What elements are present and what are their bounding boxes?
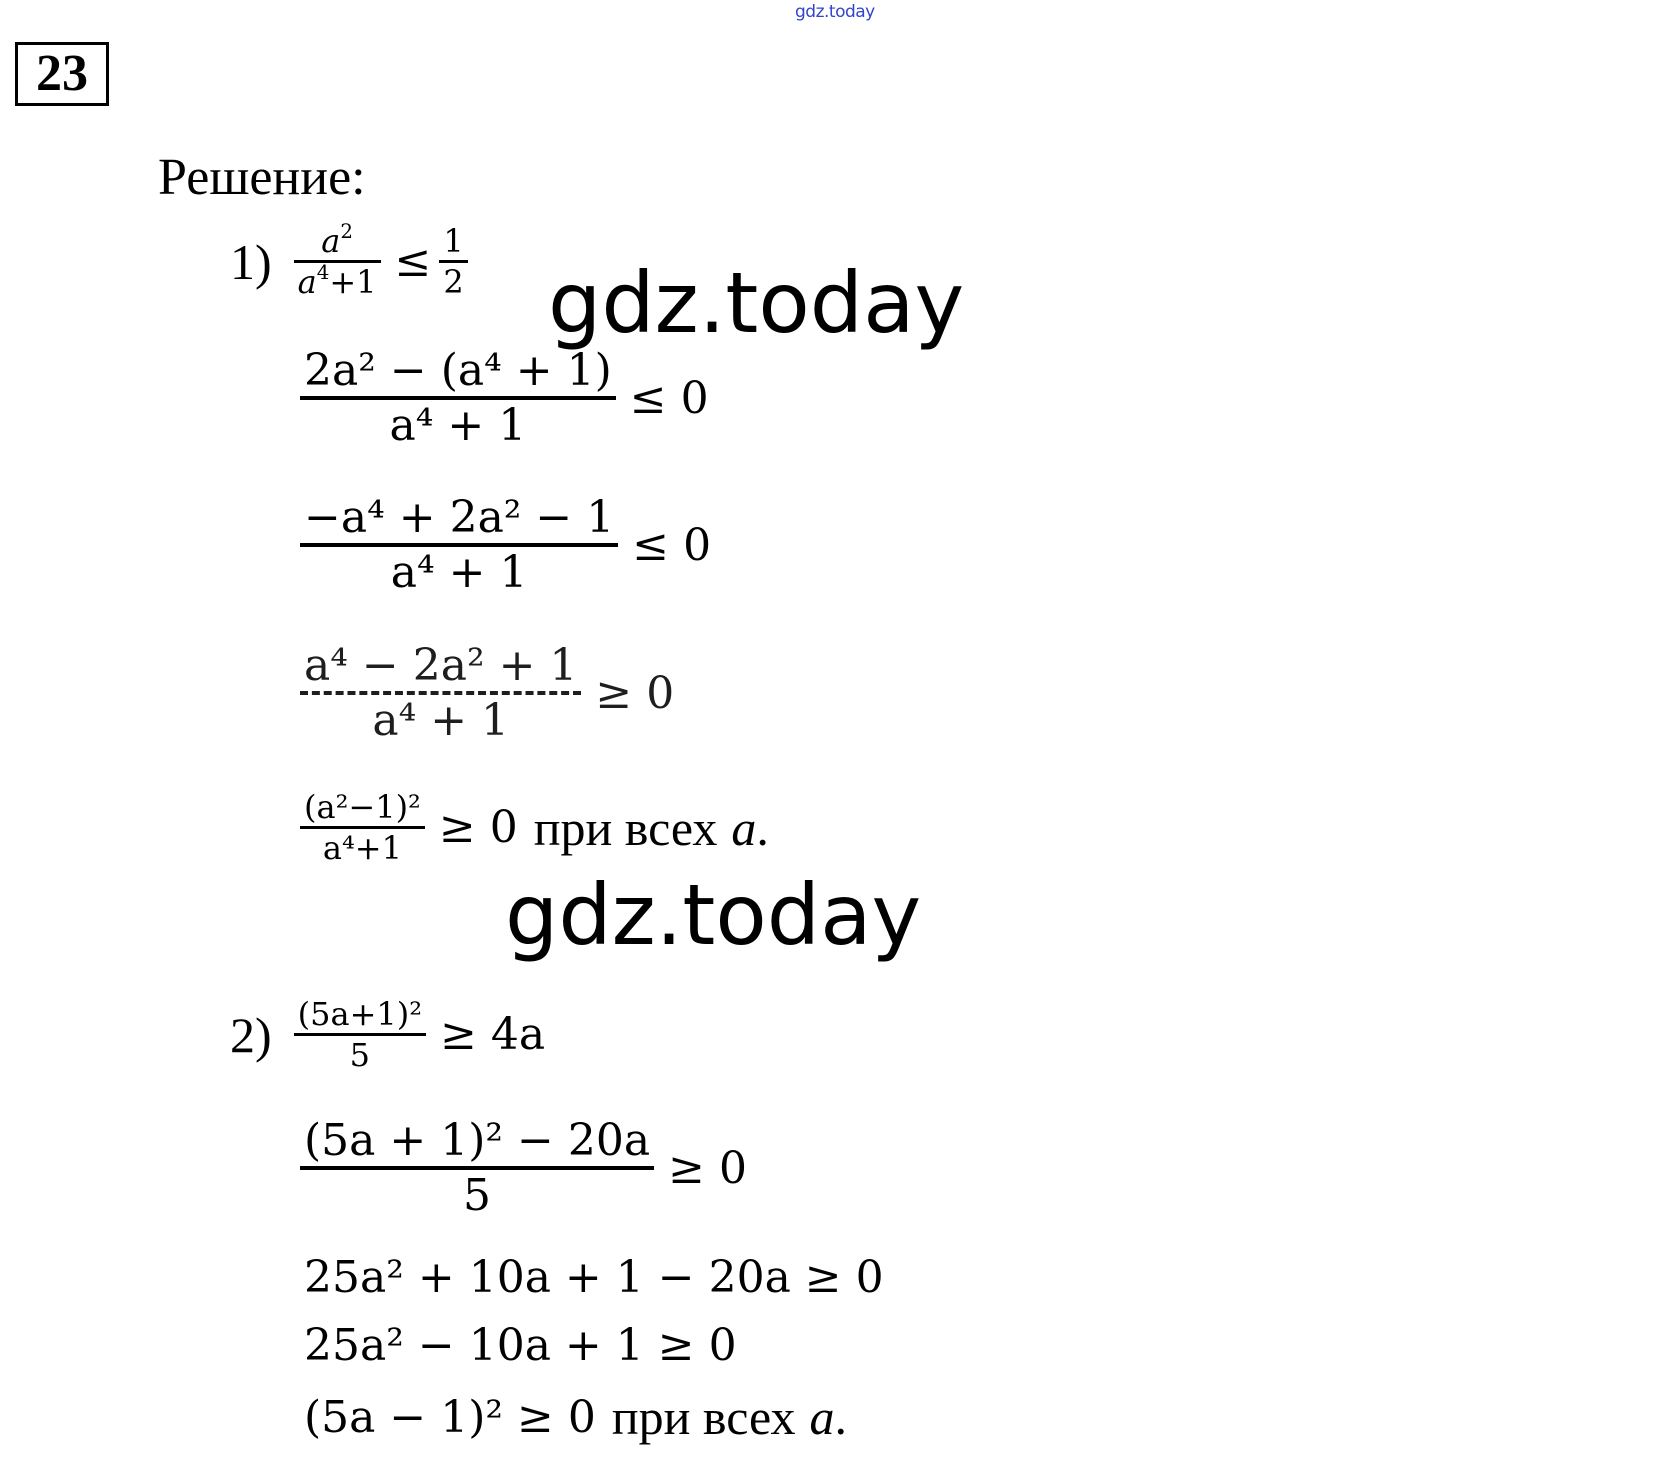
part1-label: 1) — [230, 233, 272, 290]
watermark-1: gdz.today — [548, 254, 965, 352]
task-number-box: 23 — [15, 42, 109, 106]
part2-step4: 25a² − 10a + 1 ≥ 0 — [304, 1320, 737, 1371]
part1-step1-lhs: $\frac{a^2}{a^4+1}$ — [294, 222, 381, 301]
watermark-2: gdz.today — [505, 866, 922, 964]
part2-label: 2) — [230, 1006, 272, 1063]
top-watermark: gdz.today — [795, 2, 875, 22]
part1-step2: $\frac{\text{2a² − (a⁴ + 1)}}{\text{a⁴ + 1}}$ ≤ 0 — [300, 345, 709, 451]
part1-step3: $\frac{\text{−a⁴ + 2a² − 1}}{\text{a⁴ + 1}}$ ≤ 0 — [300, 492, 711, 598]
part2-step3: 25a² + 10a + 1 − 20a ≥ 0 — [304, 1252, 884, 1303]
part2-step1: 2) $\frac{\text{(5a+1)²}}{5}$ ≥ 4a — [230, 995, 546, 1074]
part1-step1-rhs: $\frac{1}{2}$ — [439, 222, 467, 301]
solution-heading: Решение: — [158, 149, 366, 206]
part1-step1 — [230, 222, 468, 301]
part2-step2: $\frac{\text{(5a + 1)² − 20a}}{5}$ ≥ 0 — [300, 1115, 747, 1221]
part1-step1-relation: ≤ — [394, 236, 432, 287]
part1-step4: $\frac{\text{a⁴ − 2a² + 1}}{\text{a⁴ + 1}}$ ≥ 0 — [300, 640, 674, 746]
part1-step5: $\frac{\text{(a²−1)²}}{\text{a⁴+1}}$ ≥ 0 при всех a . — [300, 788, 769, 867]
part2-step5: (5a − 1)² ≥ 0 при всех a . — [304, 1389, 848, 1445]
